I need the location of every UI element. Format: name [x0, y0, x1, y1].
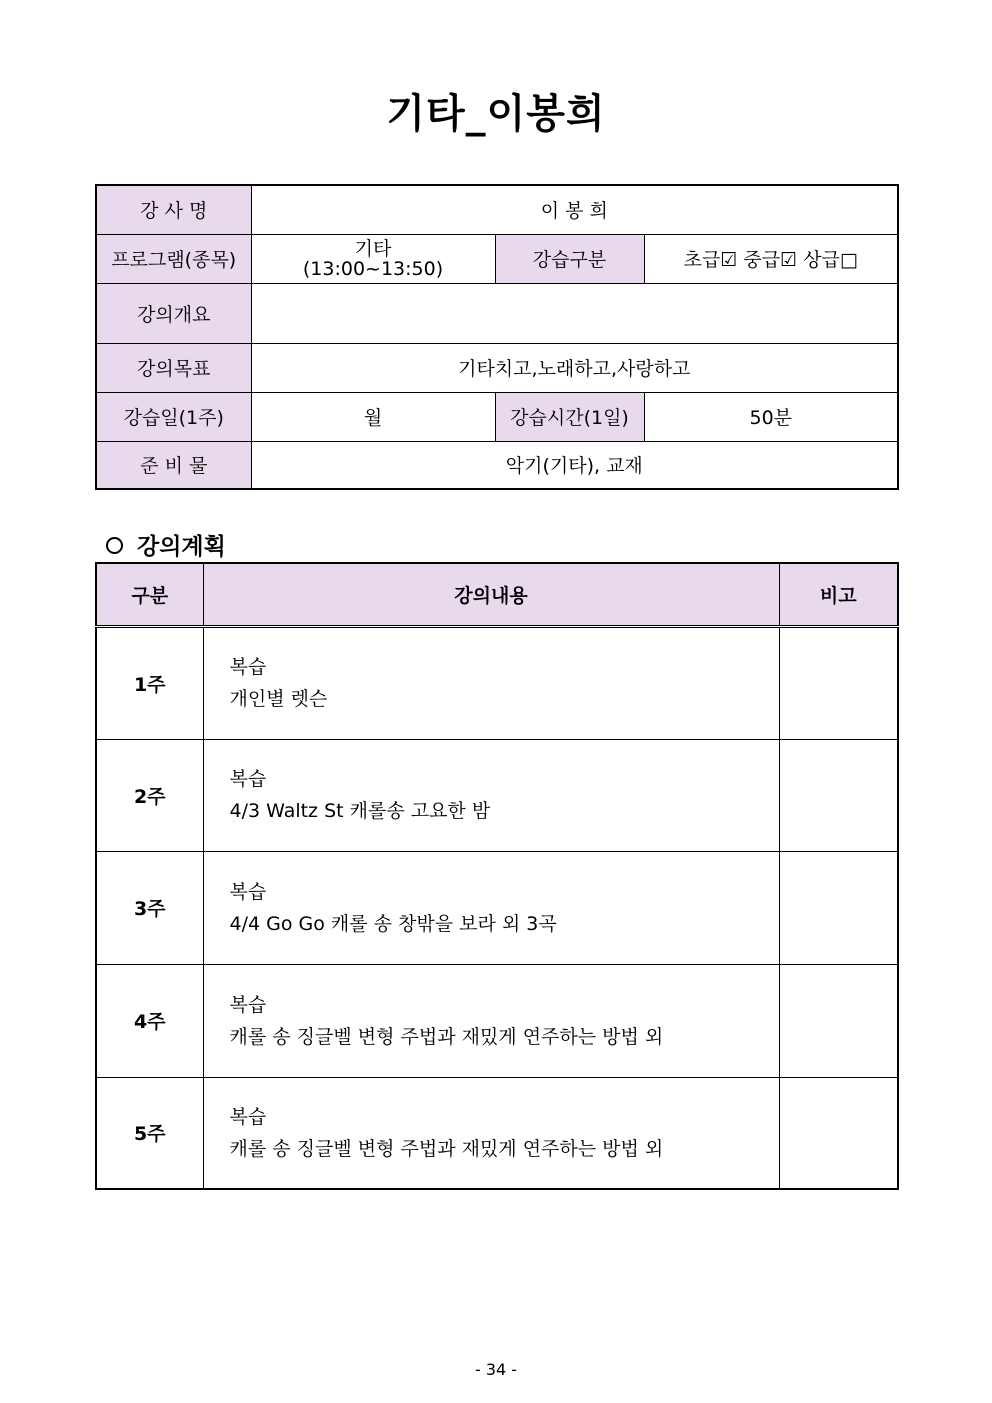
- note-cell: [779, 739, 898, 851]
- program-info-table: [95, 184, 899, 490]
- supplies-label: 준 비 물: [96, 441, 251, 489]
- overview-value: [251, 283, 898, 343]
- table-row: [96, 626, 898, 739]
- day-value: 월: [251, 392, 495, 441]
- week-label: 5주: [96, 1077, 203, 1189]
- lesson-line: 개인별 렛슨: [229, 688, 328, 710]
- lesson-line: 4/4 Go Go 캐롤 송 창밖을 보라 외 3곡: [229, 912, 557, 935]
- header-week: 구분: [96, 563, 203, 626]
- lesson-line: 복습: [229, 993, 267, 1016]
- day-label: 강습일(1주): [96, 392, 251, 441]
- lesson-content: [203, 851, 779, 964]
- lesson-content: [203, 626, 779, 739]
- instructor-value: 이 봉 희: [251, 185, 898, 234]
- time-label: 강습시간(1일): [495, 392, 644, 441]
- program-name: 기타: [354, 237, 392, 260]
- supplies-value: 악기(기타), 교재: [251, 441, 898, 489]
- time-value: 50분: [644, 392, 898, 441]
- week-label: 3주: [96, 851, 203, 964]
- lesson-line: 복습: [229, 656, 267, 678]
- section-title: 강의계획: [137, 534, 226, 560]
- section-heading: [106, 528, 226, 561]
- header-note: 비고: [779, 563, 898, 626]
- lesson-content: [203, 739, 779, 851]
- week-label: 2주: [96, 739, 203, 851]
- circle-bullet-icon: [106, 537, 123, 554]
- program-time: (13:00~13:50): [302, 257, 444, 280]
- note-cell: [779, 851, 898, 964]
- table-row: [96, 739, 898, 851]
- note-cell: [779, 1077, 898, 1189]
- level-label: 강습구분: [495, 234, 644, 283]
- lesson-content: [203, 1077, 779, 1189]
- level-value: 초급☑ 중급☑ 상급□: [644, 234, 898, 283]
- goal-label: 강의목표: [96, 343, 251, 392]
- overview-label: 강의개요: [96, 283, 251, 343]
- lesson-content: [203, 964, 779, 1077]
- page-number: - 34 -: [474, 1360, 518, 1379]
- lecture-plan-table: [95, 562, 899, 1190]
- page-title: 기타_이봉희: [386, 91, 606, 137]
- header-content: 강의내용: [203, 563, 779, 626]
- lesson-line: 복습: [229, 1105, 267, 1128]
- week-label: 4주: [96, 964, 203, 1077]
- program-value: [251, 234, 495, 283]
- lesson-line: 4/3 Waltz St 캐롤송 고요한 밤: [229, 800, 491, 822]
- note-cell: [779, 964, 898, 1077]
- lesson-line: 캐롤 송 징글벨 변형 주법과 재밌게 연주하는 방법 외: [229, 1137, 664, 1160]
- table-row: [96, 1077, 898, 1189]
- lesson-line: 복습: [229, 880, 267, 903]
- instructor-label: 강 사 명: [96, 185, 251, 234]
- program-label: 프로그램(종목): [96, 234, 251, 283]
- week-label: 1주: [96, 626, 203, 739]
- table-row: [96, 851, 898, 964]
- lesson-line: 캐롤 송 징글벨 변형 주법과 재밌게 연주하는 방법 외: [229, 1025, 664, 1048]
- table-row: [96, 964, 898, 1077]
- lesson-line: 복습: [229, 768, 267, 790]
- goal-value: 기타치고,노래하고,사랑하고: [251, 343, 898, 392]
- note-cell: [779, 626, 898, 739]
